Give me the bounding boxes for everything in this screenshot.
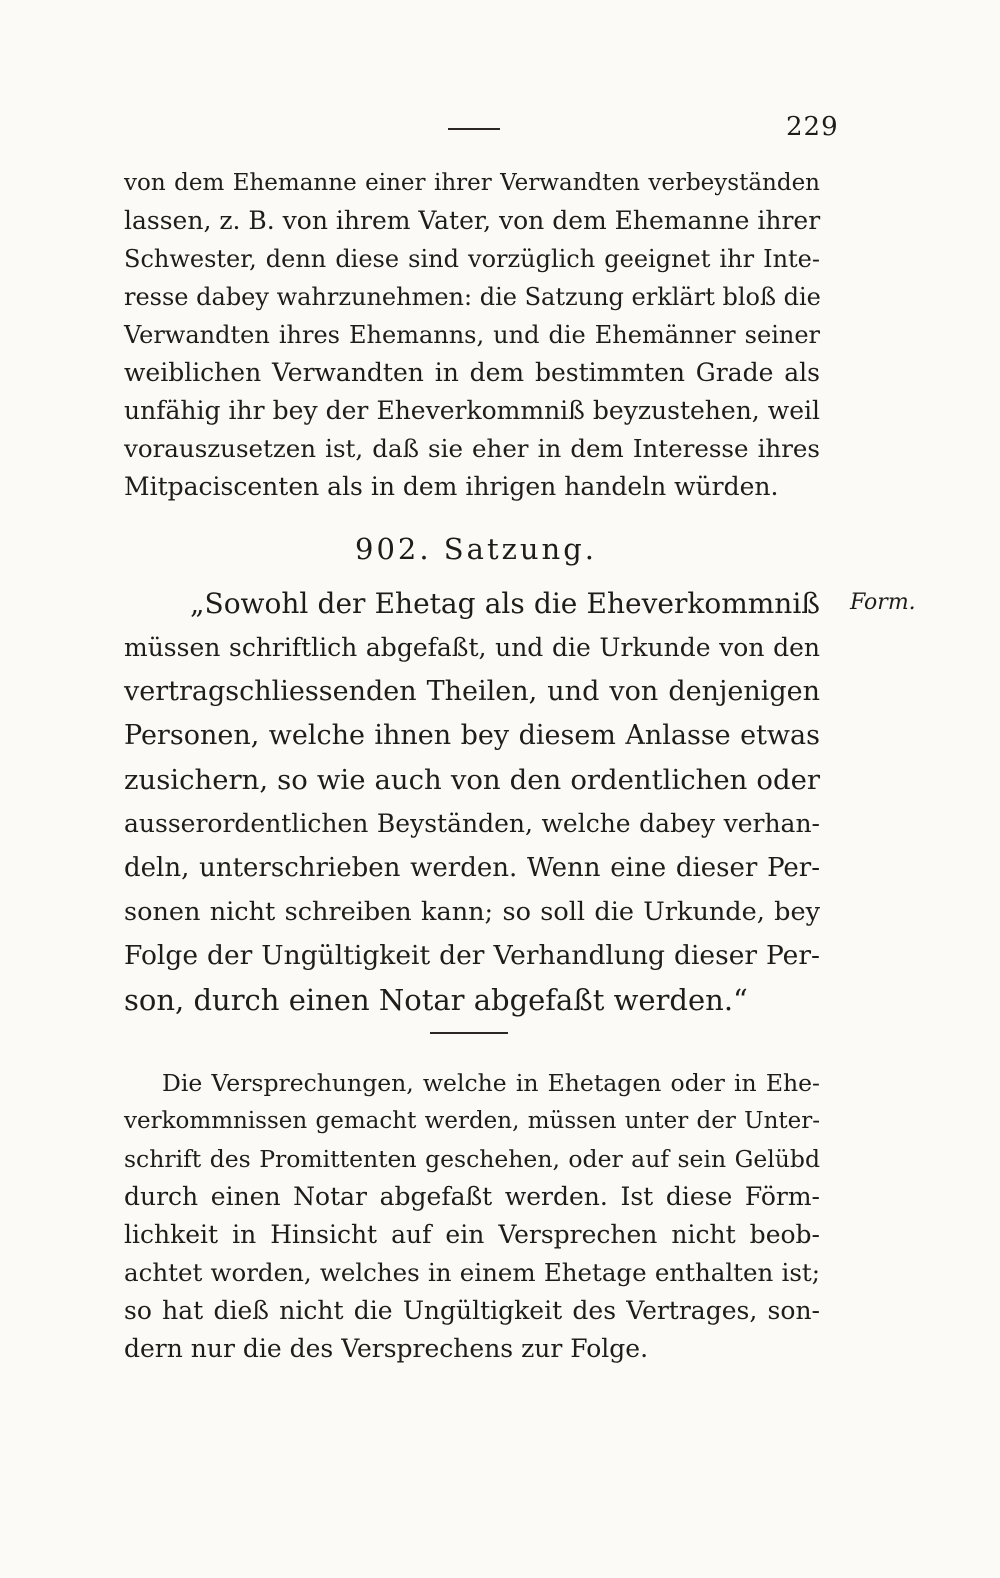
text-line: durch einen Notar abgefaßt werden. Ist diese Förm-	[124, 1182, 820, 1211]
text-line: Folge der Ungültigkeit der Verhandlung dieser Per-	[124, 940, 820, 971]
text-line: „Sowohl der Ehetag als die Eheverkommniß	[190, 587, 820, 620]
text-line: so hat dieß nicht die Ungültigkeit des Vertrages, son-	[124, 1296, 820, 1325]
text-line: lassen, z. B. von ihrem Vater, von dem Ehemanne ihrer	[124, 206, 821, 235]
text-line: Verwandten ihres Ehemanns, und die Ehemänner seiner	[124, 321, 820, 349]
text-line: zusichern, so wie auch von den ordentlichen oder	[124, 764, 820, 796]
text-line: sonen nicht schreiben kann; so soll die Urkunde, bey	[124, 897, 820, 927]
text-line: resse dabey wahrzunehmen: die Satzung erklärt bloß die	[124, 283, 821, 311]
margin-note: Form.	[850, 590, 916, 615]
text-line: dern nur die des Versprechens zur Folge.	[124, 1334, 649, 1363]
text-line: achtet worden, welches in einem Ehetage enthalten ist;	[124, 1258, 820, 1287]
text-line: müssen schriftlich abgefaßt, und die Urkunde von den	[124, 633, 820, 662]
text-line: Mitpaciscenten als in dem ihrigen handeln würden.	[124, 472, 779, 501]
text-line: weiblichen Verwandten in dem bestimmten Grade als	[124, 358, 820, 387]
text-line: unfähig ihr bey der Eheverkommniß beyzustehen, weil	[124, 396, 820, 425]
section-heading: 902. Satzung.	[355, 532, 598, 566]
header-rule	[448, 128, 500, 130]
text-line: schrift des Promittenten geschehen, oder auf sein Gelübd	[124, 1145, 820, 1173]
text-line: Schwester, denn diese sind vorzüglich geeignet ihr Inte-	[124, 245, 820, 273]
text-line: verkommnissen gemacht werden, müssen unter der Unter-	[124, 1108, 820, 1134]
text-line: lichkeit in Hinsicht auf ein Versprechen nicht beob-	[124, 1220, 820, 1249]
text-line: vertragschliessenden Theilen, und von denjenigen	[124, 676, 820, 707]
text-line: vorauszusetzen ist, daß sie eher in dem Interesse ihres	[124, 434, 820, 463]
section-rule	[430, 1032, 508, 1034]
text-line: ausserordentlichen Beyständen, welche dabey verhan-	[124, 809, 820, 838]
text-line: Die Versprechungen, welche in Ehetagen oder in Ehe-	[162, 1069, 820, 1097]
page-number: 229	[786, 112, 839, 142]
text-line: von dem Ehemanne einer ihrer Verwandten verbeyständen	[124, 170, 820, 196]
text-line: son, durch einen Notar abgefaßt werden.“	[124, 983, 748, 1017]
text-line: deln, unterschrieben werden. Wenn eine dieser Per-	[124, 853, 820, 883]
text-line: Personen, welche ihnen bey diesem Anlasse etwas	[124, 720, 820, 751]
